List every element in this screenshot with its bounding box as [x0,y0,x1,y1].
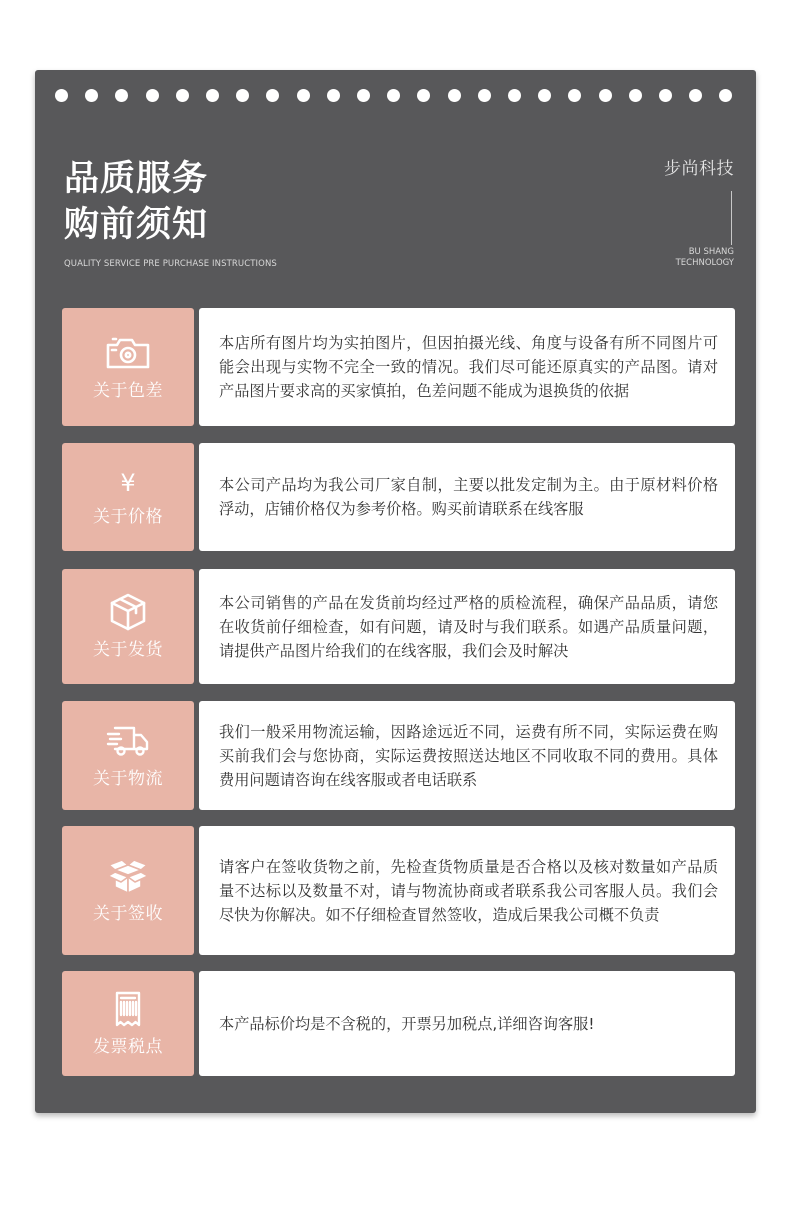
notice-badge-label: 发票税点 [93,1037,163,1057]
notice-text: 请客户在签收货物之前，先检查货物质量是否合格以及核对数量如产品质量不达标以及数量不对，请与物流协商或者联系我公司客服人员。我们会尽快为你解决。如不仔细检查冒然签收，造成后果我公司概不负责 [219,857,718,924]
notice-text-box [199,701,735,810]
binding-hole [115,89,128,102]
brand-name: 步尚科技 [664,159,734,179]
binding-hole [176,89,189,102]
binding-hole [417,89,430,102]
notice-text: 本公司销售的产品在发货前均经过严格的质检流程，确保产品品质，请您在收货前仔细检查，如有问题，请及时与我们联系。如遇产品质量问题，请提供产品图片给我们的在线客服，我们会及时解决 [219,593,718,660]
notice-text: 本店所有图片均为实拍图片，但因拍摄光线、角度与设备有所不同图片可能会出现与实物不完全一致的情况。我们尽可能还原真实的产品图。请对产品图片要求高的买家慎拍，色差问题不能成为退换货的依据 [219,334,718,400]
notice-text: 我们一般采用物流运输，因路途远近不同，运费有所不同，实际运费在购买前我们会与您协商，实际运费按照送达地区不同收取不同的费用。具体费用问题请咨询在线客服或者电话联系 [219,722,718,789]
binding-hole [448,89,461,102]
notice-text: 本产品标价均是不含税的，开票另加税点,详细咨询客服! [219,1014,595,1033]
binding-hole [629,89,642,102]
binding-hole [538,89,551,102]
title-line-1: 品质服务 [64,159,209,199]
binding-hole [357,89,370,102]
binding-hole [146,89,159,102]
binding-hole [327,89,340,102]
brand-english [676,247,734,269]
yen-icon: ¥ [120,468,136,497]
notice-badge [62,443,194,551]
package-cube-icon [105,593,151,631]
notice-item-logistics [62,701,735,810]
title-line-2: 购前须知 [64,205,209,245]
notice-card [35,70,756,1113]
notice-text-box [199,443,735,551]
notice-item-price [62,443,735,551]
binding-hole [689,89,702,102]
notice-text-box [199,971,735,1076]
binding-hole [659,89,672,102]
invoice-receipt-icon [105,990,151,1028]
notice-text-box [199,826,735,955]
binding-hole [478,89,491,102]
notice-badge [62,308,194,426]
binding-hole [206,89,219,102]
brand-divider [731,191,732,245]
notice-badge [62,701,194,810]
notice-badge-label: 关于价格 [93,506,163,527]
binding-hole [85,89,98,102]
binding-hole [236,89,249,102]
brand-english-line-2: TECHNOLOGY [675,258,734,268]
notice-badge [62,971,194,1076]
notice-badge [62,826,194,955]
binding-holes [35,89,756,103]
binding-hole [508,89,521,102]
notice-badge-label: 关于发货 [93,640,163,660]
notice-badge-label: 关于物流 [93,769,163,789]
open-box-icon [105,857,151,895]
binding-hole [568,89,581,102]
binding-hole [599,89,612,102]
binding-hole [266,89,279,102]
binding-hole [387,89,400,102]
notice-text-box [199,569,735,684]
camera-icon [105,334,151,372]
notice-item-color [62,308,735,426]
delivery-truck-icon [105,722,151,760]
notice-text-box [199,308,735,426]
binding-hole [297,89,310,102]
notice-item-invoice [62,971,735,1076]
notice-text: 本公司产品均为我公司厂家自制，主要以批发定制为主。由于原材料价格浮动，店铺价格仅为参考价格。购买前请联系在线客服 [219,476,718,518]
notice-badge-label: 关于签收 [93,904,163,924]
page-title [64,156,208,248]
binding-hole [719,89,732,102]
notice-badge [62,569,194,684]
notice-badge-label: 关于色差 [93,380,163,401]
english-subtitle: QUALITY SERVICE PRE PURCHASE INSTRUCTIONS [64,259,277,269]
brand-english-line-1: BU SHANG [688,247,734,257]
notice-item-shipping [62,569,735,684]
binding-hole [55,89,68,102]
notice-item-signing [62,826,735,955]
